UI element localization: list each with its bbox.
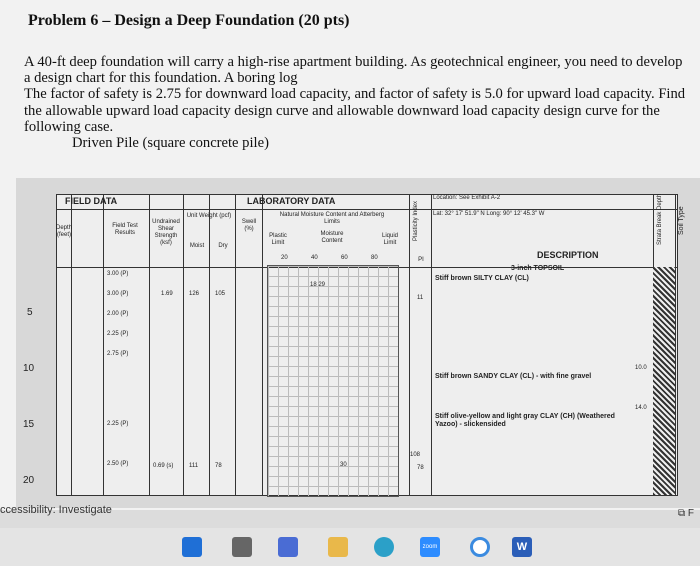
- moist-col-label: Moist: [189, 243, 205, 249]
- problem-line-1: A 40-ft deep foundation will carry a high-rise apartment building. As geotechnical engineer, you need to develop a design chart for this foundation. A boring log: [24, 54, 683, 87]
- field-test-col-label: Field Test Results: [112, 223, 138, 236]
- strata-break-label: Strata Break Depth: [657, 193, 663, 245]
- depth-15: 15: [23, 419, 35, 430]
- desc-yazoo-clay: Stiff olive-yellow and light gray CLAY (CH) (Weathered Yazoo) - slickensided: [435, 413, 615, 428]
- desc-sandy-clay: Stiff brown SANDY CLAY (CL) - with fine gravel: [435, 373, 592, 380]
- moisture-content-label: Moisture Content: [320, 231, 344, 244]
- mc-1: 18 29: [310, 282, 326, 288]
- pi-2: 78: [417, 465, 424, 471]
- field-test-6: 2.25 (P): [107, 421, 129, 427]
- plastic-limit-label: Plastic Limit: [269, 233, 287, 246]
- axis-tick-20: 20: [281, 255, 288, 261]
- strata-break-2: 14.0: [635, 405, 647, 411]
- depth-5: 5: [27, 307, 33, 318]
- meet-icon[interactable]: [278, 537, 298, 557]
- description-header: DESCRIPTION: [537, 250, 599, 260]
- field-data-header: FIELD DATA: [65, 196, 118, 206]
- axis-tick-60: 60: [341, 255, 348, 261]
- shear-1: 1.69: [161, 291, 173, 297]
- desc-silty-clay: Stiff brown SILTY CLAY (CL): [435, 275, 529, 282]
- problem-subcase: Driven Pile (square concrete pile): [72, 135, 269, 152]
- desc-topsoil: 3-inch TOPSOIL: [511, 265, 565, 272]
- swell-col-label: Swell (%): [241, 219, 257, 232]
- ll-2: 108: [410, 452, 421, 458]
- moisture-col-label: Natural Moisture Content and Atterberg Limits: [279, 212, 385, 225]
- zoom-app-icon[interactable]: zoom: [420, 537, 440, 557]
- chrome-icon[interactable]: [470, 537, 490, 557]
- field-test-2: 3.00 (P): [107, 291, 129, 297]
- liquid-limit-label: Liquid Limit: [381, 233, 398, 246]
- pi-1: 11: [417, 295, 424, 301]
- problem-title: Problem 6 – Design a Deep Foundation (20 pts): [28, 12, 350, 29]
- boring-log-table: [23, 193, 685, 496]
- depth-10: 10: [23, 363, 35, 374]
- accessibility-status[interactable]: ccessibility: Investigate: [0, 504, 112, 516]
- strata-break-1: 10.0: [635, 365, 647, 371]
- field-test-5: 2.75 (P): [107, 351, 129, 357]
- axis-tick-80: 80: [371, 255, 378, 261]
- field-test-4: 2.25 (P): [107, 331, 129, 337]
- problem-line-2: The factor of safety is 2.75 for downward load capacity, and factor of safety is 5.0 for upward load capacity. Find the allowable upward load capacity design curve and allowable downward load capacity design curve for the following case.: [24, 86, 686, 135]
- file-explorer-icon[interactable]: [328, 537, 348, 557]
- lab-data-header: LABORATORY DATA: [247, 196, 336, 206]
- taskbar: [0, 528, 700, 566]
- field-test-7: 2.50 (P): [107, 461, 129, 467]
- moist-1: 126: [189, 291, 200, 297]
- latlong-text: Lat: 32° 17' 51.9" N Long: 90° 12' 45.3" W: [433, 211, 545, 217]
- plasticity-index-label: Plasticity Index: [413, 200, 419, 241]
- field-test-1: 3.00 (P): [107, 271, 129, 277]
- moist-2: 111: [189, 463, 199, 469]
- axis-tick-40: 40: [311, 255, 318, 261]
- windows-start-icon[interactable]: [182, 537, 202, 557]
- field-test-3: 2.00 (P): [107, 311, 129, 317]
- shear-2: 0.69 (s): [153, 463, 174, 469]
- dry-2: 78: [215, 463, 222, 469]
- problem-statement: [24, 54, 688, 151]
- unit-weight-col-label: Unit Weight (pcf): [186, 213, 232, 219]
- search-icon[interactable]: [232, 537, 252, 557]
- shear-col-label: Undrained Shear Strength (ksf): [152, 219, 180, 246]
- edge-icon[interactable]: [374, 537, 394, 557]
- soil-type-label: Soil Type: [678, 206, 685, 235]
- boring-log-image: [16, 178, 700, 508]
- dry-1: 105: [215, 291, 226, 297]
- depth-col-label: Depth (feet): [55, 225, 72, 238]
- dry-col-label: Dry: [218, 243, 228, 249]
- soil-type-hatch: [653, 267, 675, 495]
- mc-2: 30: [340, 462, 347, 468]
- word-icon[interactable]: W: [512, 537, 532, 557]
- depth-20: 20: [23, 475, 35, 486]
- pi-col-label: PI: [418, 257, 424, 263]
- focus-icon[interactable]: ⧉ F: [677, 508, 694, 519]
- location-text: Location: See Exhibit A-2: [433, 195, 501, 201]
